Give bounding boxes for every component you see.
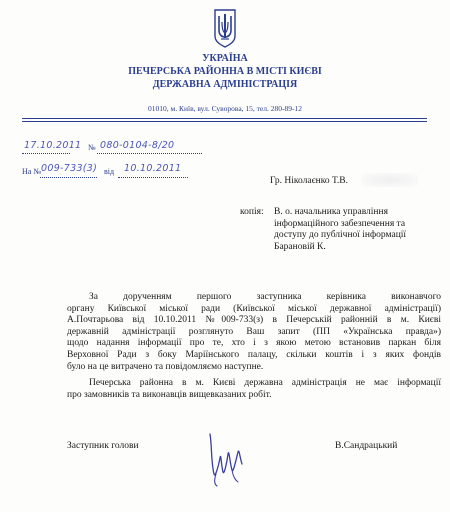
date-prefix: від — [104, 167, 115, 176]
body-paragraph-1 — [67, 292, 441, 373]
reply-number-underline — [40, 177, 97, 178]
body-line: А.Почтарьова від 10.10.2011 №009-733(з) в Печерській районній в м. Києві — [67, 315, 441, 326]
letterhead-address: 01010, м. Київ, вул. Суворова, 15, тел. 280-89-12 — [147, 104, 302, 113]
body-line: державній адміністрації розглянуто Ваш запит (ПП «Українська правда») — [67, 326, 441, 337]
body-line: органу Київської міської ради (Київської міської державної адміністрації) — [67, 303, 441, 314]
handwritten-signature-icon — [202, 428, 250, 488]
letterhead-divider-thin — [22, 121, 427, 122]
trident-emblem-icon — [213, 8, 237, 48]
copy-line: інформаційного забезпечення та — [274, 218, 406, 229]
body-line: Печерська районна в м. Києві державна адміністрація не має інформації — [89, 378, 441, 388]
copy-label: копія: — [240, 207, 264, 217]
body-line: Верховної Ради з боку Маріїнського палацу, скільки коштів і з яких фондів — [67, 349, 441, 360]
body-line: За дорученням першого заступника керівника виконавчого — [89, 292, 441, 302]
letterhead-administration-line2: ДЕРЖАВНА АДМІНІСТРАЦІЯ — [152, 79, 298, 90]
signatory-name: В.Сандрацький — [335, 441, 398, 451]
outgoing-date: 17.10.2011 — [24, 140, 82, 151]
body-line: про замовників та виконавців вищевказаних робіт. — [67, 389, 272, 400]
copy-line: доступу до публічної інформації — [274, 230, 407, 240]
copy-line: Барановій К. — [274, 241, 326, 252]
letterhead-administration-line1: ПЕЧЕРСЬКА РАЙОННА В МІСТІ КИЄВІ — [128, 66, 322, 77]
body-line: було на це витрачено та повідомляємо наступне. — [67, 361, 264, 372]
body-paragraph-2 — [67, 378, 441, 401]
signatory-role: Заступник голови — [67, 441, 139, 451]
reply-prefix: На № — [22, 167, 41, 176]
addressee: Гр. Ніколаєнко Т.В. — [270, 176, 348, 186]
number-underline — [97, 153, 202, 154]
reply-date: 10.10.2011 — [124, 163, 182, 174]
copy-line: В. о. начальника управління — [274, 207, 388, 217]
redacted-area — [362, 173, 418, 187]
number-prefix: № — [88, 143, 96, 152]
date-underline — [22, 153, 70, 154]
letterhead-divider — [22, 118, 427, 119]
outgoing-number: 080-0104-8/20 — [100, 140, 175, 151]
copy-recipient — [274, 207, 442, 253]
reply-date-underline — [118, 177, 188, 178]
body-line: щодо надання інформації про те, хто і з якою метою встановив паркан біля — [67, 338, 441, 349]
letterhead-country: УКРАЇНА — [202, 53, 248, 64]
reply-number: 009-733(3) — [41, 163, 98, 174]
